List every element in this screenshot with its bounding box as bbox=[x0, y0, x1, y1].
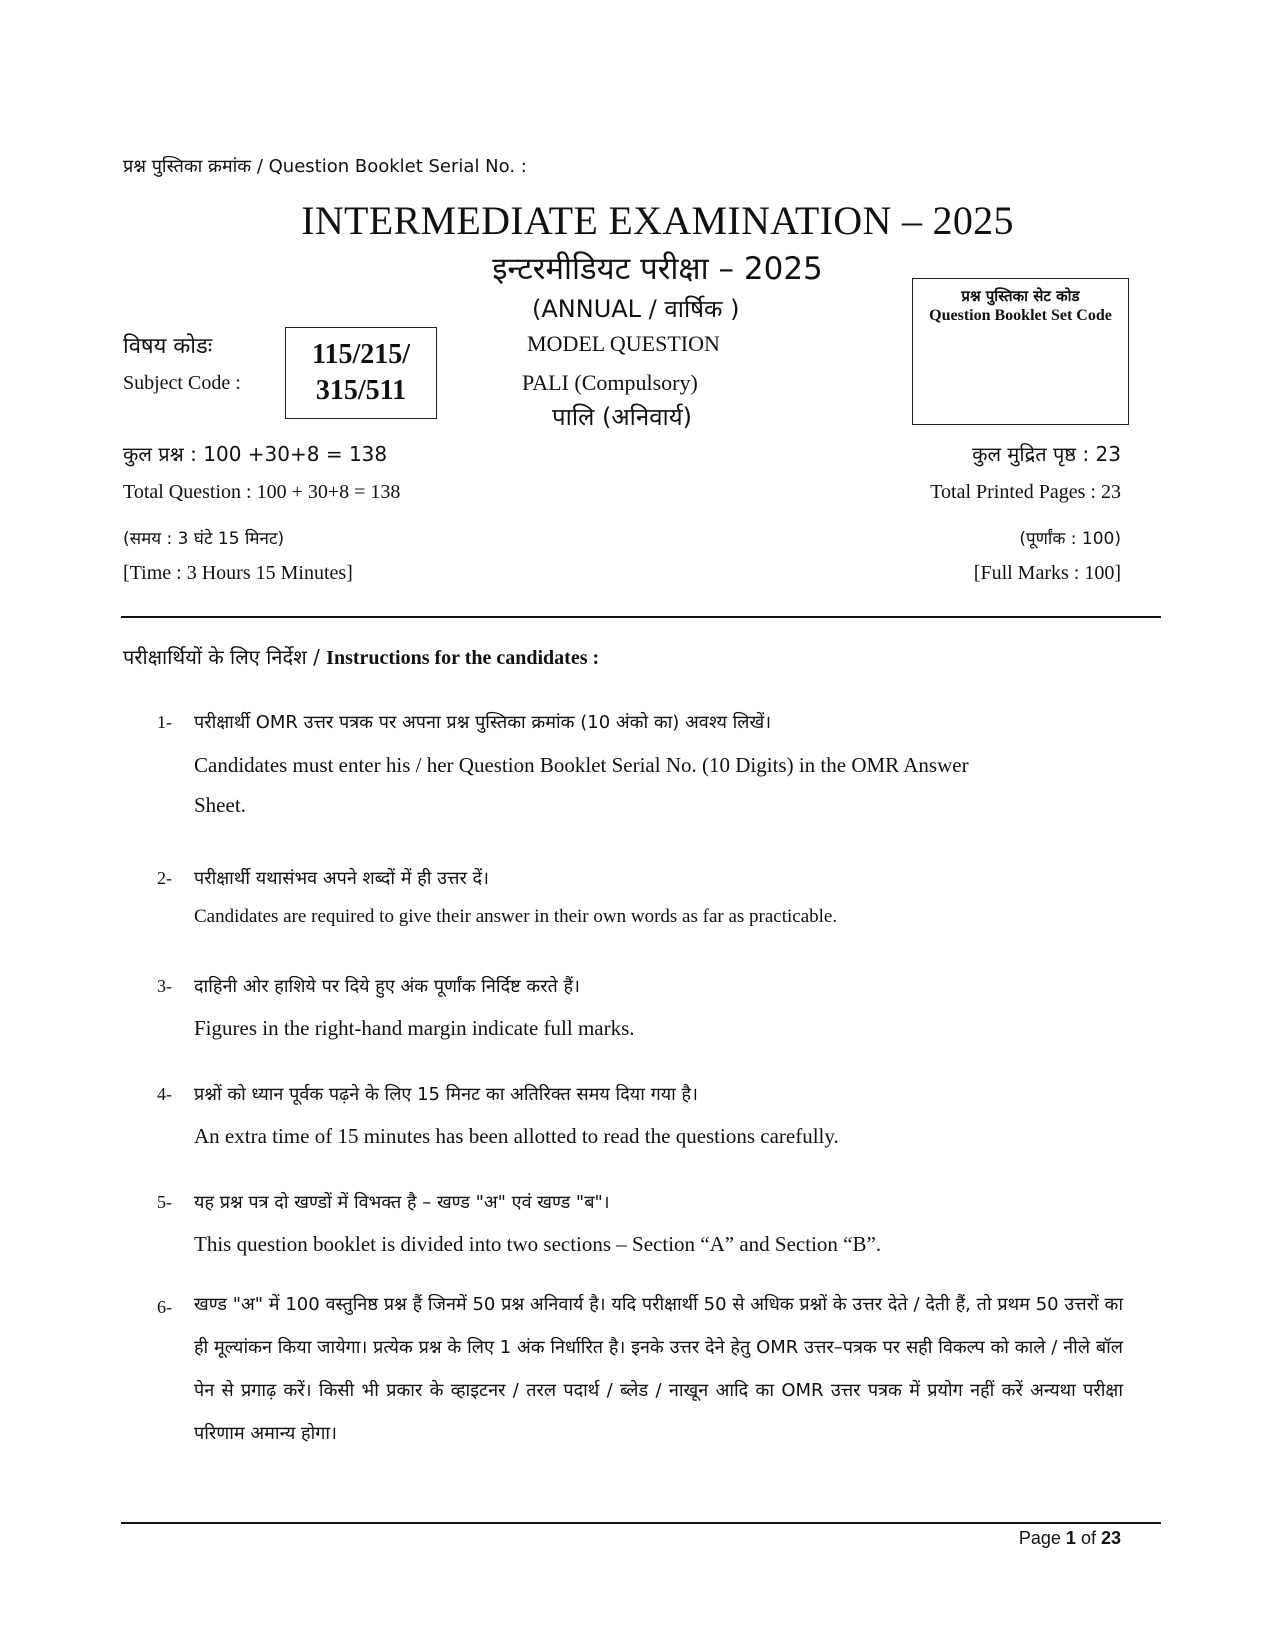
model-question-label: MODEL QUESTION bbox=[527, 331, 720, 356]
total-pages-english: Total Printed Pages : 23 bbox=[930, 481, 1121, 503]
instruction-hindi: यह प्रश्न पत्र दो खण्डों में विभक्त है – खण्ड "अ" एवं खण्ड "ब"। bbox=[194, 1192, 610, 1213]
time-english: [Time : 3 Hours 15 Minutes] bbox=[123, 562, 353, 584]
instruction-number: 4- bbox=[157, 1084, 172, 1104]
set-code-label-hindi: प्रश्न पुस्तिका सेट कोड bbox=[961, 287, 1080, 305]
booklet-set-code-box bbox=[912, 278, 1129, 425]
header-divider bbox=[121, 616, 1161, 618]
instruction-english-continued: Sheet. bbox=[194, 793, 246, 817]
subject-name-hindi: पालि (अनिवार्य) bbox=[552, 403, 693, 431]
instructions-heading-hindi: परीक्षार्थियों के लिए निर्देश / bbox=[123, 645, 320, 669]
page-number bbox=[1019, 1528, 1121, 1549]
instruction-number: 2- bbox=[157, 868, 172, 888]
subject-code-box bbox=[285, 327, 437, 419]
instruction-hindi-paragraph: खण्ड "अ" में 100 वस्तुनिष्ठ प्रश्न हैं जिनमें 50 प्रश्न अनिवार्य है। यदि परीक्षार्थी 50 से अधिक प्रश्नों के उत्तर देते / देती हैं, तो प्रथम 50 उत्तरों का ही मूल्यांकन किया जायेगा। प्रत्येक प्रश्न के लिए 1 अंक निर्धारित है। इनके उत्तर देने हेतु OMR उत्तर–पत्रक पर सही विकल्प को काले / नीले बॉल पेन से प्रगाढ़ करें। किसी भी प्रकार के व्हाइटनर / तरल पदार्थ / ब्लेड / नाखून आदि का OMR उत्तर पत्रक में प्रयोग नहीं करें अन्यथा परीक्षा परिणाम अमान्य होगा। bbox=[194, 1294, 1123, 1444]
set-code-label-english: Question Booklet Set Code bbox=[929, 306, 1112, 324]
serial-number-label: प्रश्न पुस्तिका क्रमांक / Question Booklet Serial No. : bbox=[123, 156, 527, 177]
page-total: 23 bbox=[1100, 1528, 1121, 1548]
full-marks-hindi: (पूर्णांक : 100) bbox=[1019, 529, 1121, 549]
time-hindi: (समय : 3 घंटे 15 मिनट) bbox=[123, 529, 285, 549]
instructions-heading-english: Instructions for the candidates : bbox=[326, 647, 600, 669]
instruction-number: 1- bbox=[157, 712, 172, 732]
subject-code-line-2: 315/511 bbox=[315, 375, 407, 406]
instruction-hindi: प्रश्नों को ध्यान पूर्वक पढ़ने के लिए 15 मिनट का अतिरिक्त समय दिया गया है। bbox=[194, 1084, 698, 1105]
page-current: 1 bbox=[1065, 1528, 1076, 1548]
footer-divider bbox=[121, 1522, 1161, 1524]
instruction-english: An extra time of 15 minutes has been allotted to read the questions carefully. bbox=[194, 1124, 839, 1148]
page-of: of bbox=[1080, 1528, 1096, 1548]
instruction-number: 6- bbox=[157, 1297, 172, 1317]
instruction-english: This question booklet is divided into two sections – Section “A” and Section “B”. bbox=[194, 1232, 882, 1256]
total-pages-hindi: कुल मुद्रित पृष्ठ : 23 bbox=[972, 442, 1121, 466]
instructions-heading bbox=[123, 643, 599, 670]
total-questions-hindi: कुल प्रश्न : 100 +30+8 = 138 bbox=[123, 442, 388, 466]
exam-title-hindi: इन्टरमीडियट परीक्षा – 2025 bbox=[492, 251, 823, 287]
instruction-hindi: परीक्षार्थी OMR उत्तर पत्रक पर अपना प्रश्न पुस्तिका क्रमांक (10 अंको का) अवश्य लिखें। bbox=[194, 712, 772, 733]
instruction-hindi: परीक्षार्थी यथासंभव अपने शब्दों में ही उत्तर दें। bbox=[194, 868, 489, 889]
exam-type: (ANNUAL / वार्षिक ) bbox=[532, 295, 740, 323]
instruction-number: 5- bbox=[157, 1192, 172, 1212]
full-marks-english: [Full Marks : 100] bbox=[973, 562, 1121, 584]
total-questions-english: Total Question : 100 + 30+8 = 138 bbox=[123, 481, 401, 503]
subject-code-label-hindi: विषय कोडः bbox=[123, 334, 213, 359]
instruction-english: Candidates must enter his / her Question Booklet Serial No. (10 Digits) in the OMR Answer bbox=[194, 753, 969, 777]
subject-code-line-1: 115/215/ bbox=[311, 338, 410, 370]
instruction-hindi: दाहिनी ओर हाशिये पर दिये हुए अंक पूर्णांक निर्दिष्ट करते हैं। bbox=[194, 976, 580, 997]
instruction-english: Candidates are required to give their answer in their own words as far as practicable. bbox=[194, 906, 838, 927]
instruction-english: Figures in the right-hand margin indicate full marks. bbox=[194, 1016, 635, 1040]
exam-title-english: INTERMEDIATE EXAMINATION – 2025 bbox=[301, 198, 1014, 243]
subject-name-english: PALI (Compulsory) bbox=[522, 370, 698, 395]
page-prefix: Page bbox=[1018, 1528, 1061, 1548]
instruction-number: 3- bbox=[157, 976, 172, 996]
subject-code-label-english: Subject Code : bbox=[123, 372, 241, 394]
